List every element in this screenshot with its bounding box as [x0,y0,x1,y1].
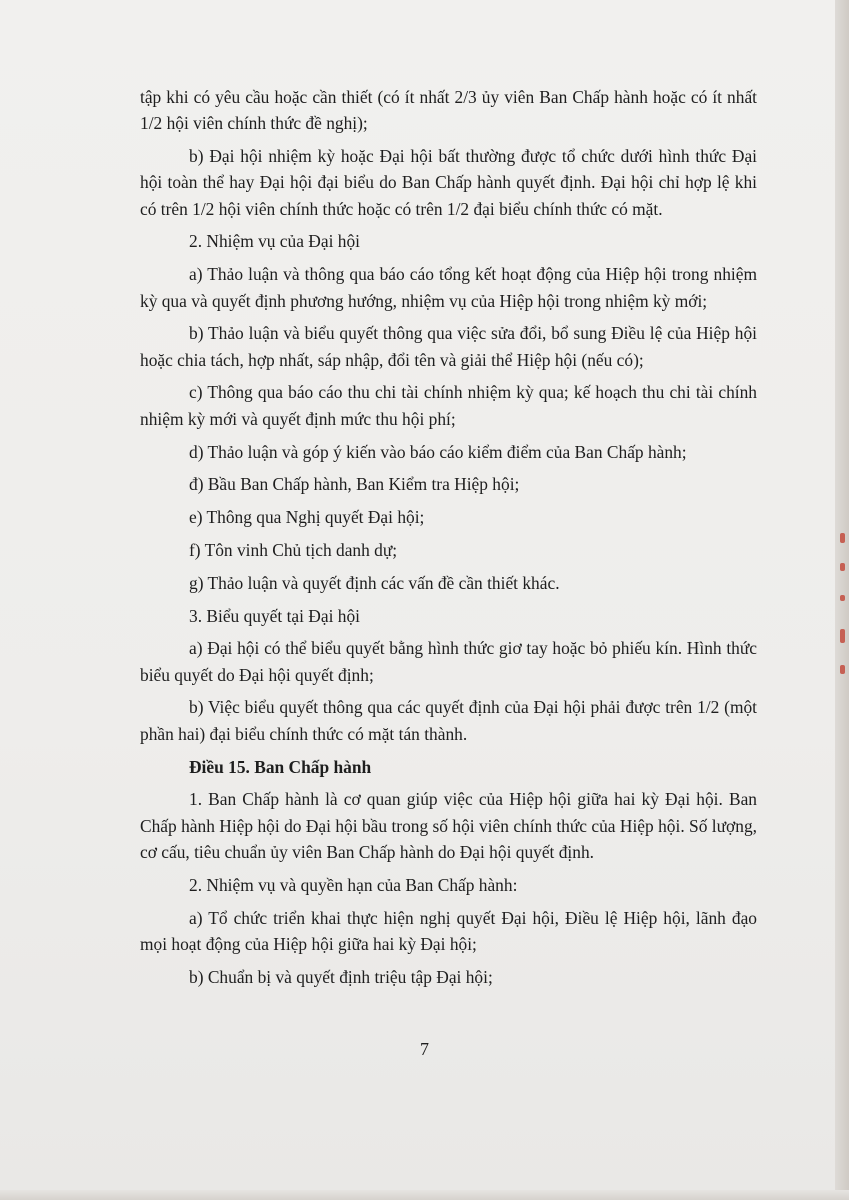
duty-dd: đ) Bầu Ban Chấp hành, Ban Kiểm tra Hiệp hội; [189,474,520,495]
page-number: 7 [420,1039,429,1059]
duty-a: a) Thảo luận và thông qua báo cáo tổng kết hoạt động của Hiệp hội trong nhiệm kỳ qua và quyết định phương hướng, nhiệm vụ của Hiệp hội trong nhiệm kỳ mới; [140,264,757,311]
voting-a: a) Đại hội có thể biểu quyết bằng hình thức giơ tay hoặc bỏ phiếu kín. Hình thức biểu quyết do Đại hội quyết định; [140,638,757,685]
article-15-heading: Điều 15. Ban Chấp hành [189,756,372,777]
document-body [140,84,757,996]
duty-b: b) Thảo luận và biểu quyết thông qua việc sửa đổi, bổ sung Điều lệ của Hiệp hội hoặc chia tách, hợp nhất, sáp nhập, đổi tên và giải thể Hiệp hội (nếu có); [140,323,757,370]
executive-duty-a: a) Tổ chức triển khai thực hiện nghị quyết Đại hội, Điều lệ Hiệp hội, lãnh đạo mọi hoạt động của Hiệp hội giữa hai kỳ Đại hội; [140,907,757,954]
duty-c: c) Thông qua báo cáo thu chi tài chính nhiệm kỳ qua; kế hoạch thu chi tài chính nhiệm kỳ mới và quyết định mức thu hội phí; [140,382,757,429]
duty-f: f) Tôn vinh Chủ tịch danh dự; [189,539,398,560]
article-15-clause-1: 1. Ban Chấp hành là cơ quan giúp việc của Hiệp hội giữa hai kỳ Đại hội. Ban Chấp hành Hiệp hội do Đại hội bầu trong số hội viên chính thức của Hiệp hội. Số lượng, cơ cấu, tiêu chuẩn ủy viên Ban Chấp hành do Đại hội quyết định. [140,789,757,862]
duty-d: d) Thảo luận và góp ý kiến vào báo cáo kiểm điểm của Ban Chấp hành; [189,441,687,462]
section-2-congress-duties: 2. Nhiệm vụ của Đại hội [189,231,360,252]
paragraph-continuation: tập khi có yêu cầu hoặc cần thiết (có ít nhất 2/3 ủy viên Ban Chấp hành hoặc có ít nhất 1/2 hội viên chính thức đề nghị); [140,87,757,134]
section-3-voting: 3. Biểu quyết tại Đại hội [189,605,360,626]
executive-duty-b: b) Chuẩn bị và quyết định triệu tập Đại hội; [189,966,493,987]
paragraph-1b-congress-format: b) Đại hội nhiệm kỳ hoặc Đại hội bất thường được tổ chức dưới hình thức Đại hội toàn thể hay Đại hội đại biểu do Ban Chấp hành quyết định. Đại hội chỉ hợp lệ khi có trên 1/2 hội viên chính thức hoặc có trên 1/2 đại biểu chính thức có mặt. [140,146,757,219]
page-bottom-edge [0,1190,849,1200]
duty-g: g) Thảo luận và quyết định các vấn đề cần thiết khác. [189,572,560,593]
article-15-clause-2: 2. Nhiệm vụ và quyền hạn của Ban Chấp hành: [189,874,518,895]
duty-e: e) Thông qua Nghị quyết Đại hội; [189,507,425,528]
red-stamp-marks [835,525,845,685]
voting-b: b) Việc biểu quyết thông qua các quyết định của Đại hội phải được trên 1/2 (một phần hai) đại biểu chính thức có mặt tán thành. [140,697,757,744]
